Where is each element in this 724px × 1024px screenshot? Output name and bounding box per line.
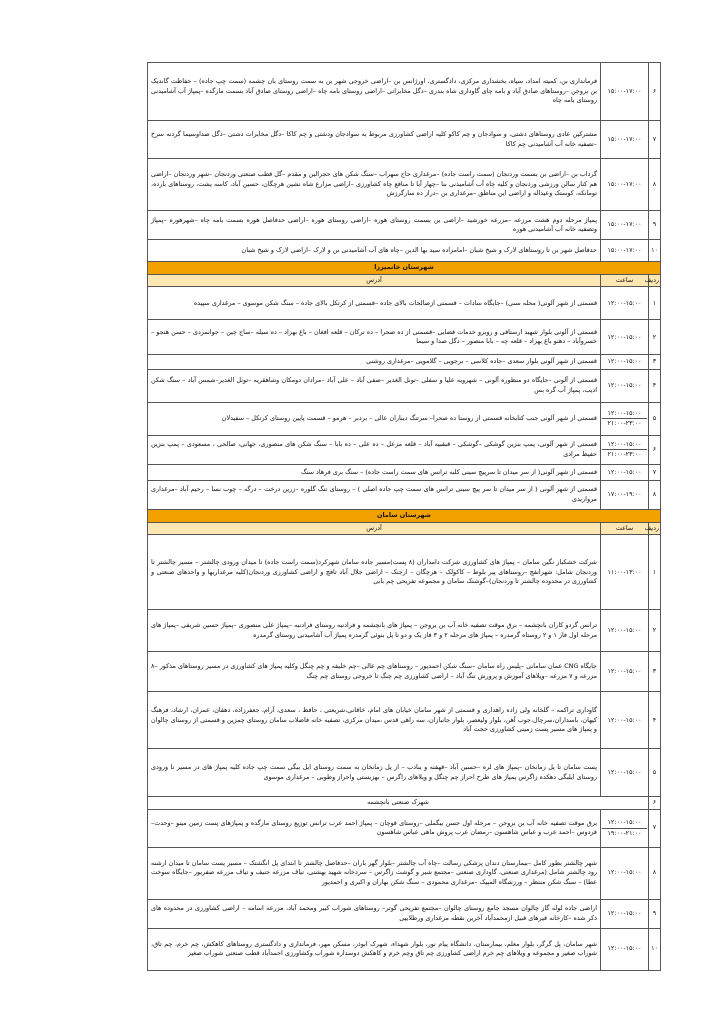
address-cell: شهر سامان، پل گرگر، بلوار معلم، بیمارستان، دانشگاه پیام نور، بلوار شهداء، شهرک ابوذر، مسکن مهر، فرمانداری و دادگستری روستاهای کاهکش، چم خرم، چم تاق، شوراب صغیر و مجموعه و ویلاهای چم خرم اراضی کشاورزی چم تاق وچم خرم و کاهکش دوسداره شوراب وکشاورزی احمدآباد قطب صنعتی شوراب صغیر — [148, 928, 601, 970]
time-cell — [601, 809, 649, 847]
row-number: ۶ — [649, 63, 661, 121]
time-cell: ۱۵:۰۰-۱۷:۰۰ — [601, 121, 649, 159]
section-title: شهرستان سامان — [148, 509, 661, 522]
header-time: ساعت — [601, 522, 649, 534]
table-row — [148, 63, 661, 121]
row-number: ۷ — [649, 464, 661, 480]
table-row — [148, 847, 661, 899]
row-number: ۸ — [649, 480, 661, 509]
section-saman — [148, 509, 661, 522]
table-row — [148, 480, 661, 509]
time-range: ۱۲:۰۰-۱۵:۰۰ — [607, 439, 642, 448]
address-cell: پست سامان تا پل زمانخان –پمپاژ های لره –حسین آباد –قهفنه و بنادب – از پل زمانخان به سمت روستای ابل بیگی سمت چپ جاده کلیه پمپاژ های در مسیر تا ورودی روستای ایلبگی دهکده زاگرس پمپاژ های طرح احراز چم چنگل و ویلاهای زاگرس – بهزیستی واحراز وطوبی – مرغداری موسوی — [148, 749, 601, 797]
address-cell: قسمتی از شهر آلونی، پمپ بنزین گوشکی –گوشکی – قبقبیه آباد – قلعه مزعل – ده علی – ده بابا – سنگ شکن های منصوری، جهانی، صالحی ، مسعودی – پمپ بنزین حفیظ مرادی — [148, 435, 601, 464]
time-cell: ۱۲:۰۰-۱۵:۰۰ — [601, 749, 649, 797]
address-cell: قسمتی از شهر آلونی جنب کتابخانه قسمتی از روستا ده صحرا– سرتنگ دیناران عالی – بردبر – هرمو – قسمت پایین روستای کرتکل – سفیدلان — [148, 402, 601, 435]
table-row — [148, 355, 661, 369]
subsection-row — [148, 797, 661, 809]
table-row — [148, 435, 661, 464]
address-cell: قسمتی از شهر آلونی( از سر میدان تا سرپیچ سینی کلبه ترانس های سمت راست جاده) – سنگ بری فرهاد سنگ — [148, 464, 601, 480]
time-range: ۱۲:۰۰-۱۵:۰۰ — [607, 408, 642, 417]
row-number: ۴ — [649, 369, 661, 402]
table-row — [148, 121, 661, 159]
header-row — [148, 522, 661, 534]
table-row — [148, 402, 661, 435]
table-row — [148, 211, 661, 240]
table-row — [148, 320, 661, 355]
address-cell: قسمتی از آلونی –جایگاه دو منظوره آلونی – شهرویه علیا و سفلی –تونل الغدیر –صفی آباد – علی آباد –مرادان دومکان وشاهقریه –تونل الغدیر–شمس آباد – سنگ شکن ادیب، پمپاژ آب گره بس — [148, 369, 601, 402]
table-row — [148, 899, 661, 928]
time-cell: ۱۲:۰۰-۱۵:۰۰ — [601, 847, 649, 899]
table-row — [148, 652, 661, 692]
header-row-number: ردیف — [649, 522, 661, 534]
header-address: آدرس — [148, 522, 601, 534]
row-number: ۱ — [649, 535, 661, 610]
time-cell: ۱۵:۰۰-۱۷:۰۰ — [601, 63, 649, 121]
row-number: ۲ — [649, 320, 661, 355]
row-number: ۱۰ — [649, 928, 661, 970]
row-number: ۶ — [649, 797, 661, 809]
time-cell: ۱۲:۰۰-۱۵:۰۰ — [601, 610, 649, 652]
time-cell: ۱۲:۰۰-۱۵:۰۰ — [601, 652, 649, 692]
table-row — [148, 159, 661, 211]
address-cell: شهر چالشتر بطور کامل –بیمارستان دندان پزشکی رسالت –چاه آب چالشتر –بلوار گهر باران –حدفاصل چالشتر تا ابتدای پل انگشتک – مسیر پست سامان تا میدان ارشنه رود چالشتر شامل (مرغداری صنعتی، گاوداری صنعتی –مجتمع شیر و گوشت زاگرس – سردخانه شهید بهشتی، تیاف مزرعه حنیف و تیاف مزرعه صفریور –جایگاه سوخت عطا) – سنگ شکن منتظر – ورزشگاه المپیک –مرغداری محمودی – سنگ شکن بهاران و اکبری و احمدپور — [148, 847, 601, 899]
subsection-title: شهرک صنعتی بانچشمه — [148, 797, 649, 809]
row-number: ۴ — [649, 692, 661, 749]
time-cell: ۱۵:۰۰-۱۷:۰۰ — [601, 211, 649, 240]
row-number: ۸ — [649, 847, 661, 899]
address-cell: اراضی جاده لوله گاز چالوان مسجد جامع روستای چالوان –مجتمع تفریحی گوتر– روستاهای شوراب کبیر ومحمد آباد، مزرعه اسامه – اراضی کشاورزی در محدوده های ذکر شده –کارخانه قیرهای قبیل ازمحمدآباد آخرین نقطه مرغداری ورطلاییی — [148, 899, 601, 928]
row-number: ۱ — [649, 287, 661, 320]
address-cell: حدفاصل شهر بن تا روستاهای لارک و شیخ شبان –امامزاده سید بها الدین –چاه های آب آشامیدنی بن و لارک –اراضی لارک و شیخ شبان — [148, 240, 601, 262]
time-cell: ۱۲:۰۰-۱۵:۰۰ — [601, 320, 649, 355]
table-row — [148, 928, 661, 970]
table-row — [148, 369, 661, 402]
row-number: ۵ — [649, 749, 661, 797]
time-cell: ۱۲:۰۰-۱۵:۰۰ — [601, 355, 649, 369]
time-cell: ۱۲:۰۰-۱۵:۰۰ — [601, 899, 649, 928]
row-number: ۹ — [649, 211, 661, 240]
time-range: ۲۱:۰۰-۲۳:۰۰ — [602, 449, 647, 459]
row-number: ۳ — [649, 355, 661, 369]
table-row — [148, 464, 661, 480]
time-split — [602, 440, 647, 460]
address-cell: گرداب بن –اراضی بن بسمت وردنجان (سمت راست جاده) –مرغداری حاج سهراب –سنگ شکن های حجرالبن و مقدم –گل قطب صنعتی وردنجان –شهر وردنجان –اراضی هم کنار سالن ورزشی وردنجان و کلیه چاه آب آشامیدنی بنا –چهار آبا تا منافع چاه کشاورزی –اراضی مزارع شاه نشین هرچگان، حسین آباد، کاسه پشت، روستاهای بارده، تومانکه، کوستک وعیداله و اراضی این مناطق –مرغداری بن –دراز ده سارگرزش — [148, 159, 601, 211]
address-cell: ترانس گردو کاران بانچشمه – برق موقت تصفیه خانه آب بن بروجن – پمپاژ های بانچشمه و فرادنبه روستای فرادنبه –پمپاژ علی منصوری –پمپاژ حسین شریفی –پمپاژ های مرحله اول فاز ۱ و ۲ روستاه گرمدره – پمپاژ های مرحله ۲ و ۳ فاز یک و دو تا پل بنوئی گرمدره پمپاژ آب آشامیدنی روستای گرمدره — [148, 610, 601, 652]
time-cell — [601, 402, 649, 435]
address-cell: فرمانداری بن، کمیته امداد، سپاه، بخشداری مرکزی، دادگستری، اورژانس بن –اراضی خروجی شهر بن به سمت روستای بان چشمه (سمت چپ جاده) – حفاظت گاندیک بن بروجن –روستاهای صادق آباد و بامه چای گاوداری شاه بندری –دگل مخابراتی –اراضی روستای بامه چاه –اراضی روستای صادق آباد بسمت مارگده –پمپاژ آب آشامیدنی روستای بامه چاه — [148, 63, 601, 121]
address-cell: برق موقت تصفیه خانه آب بن بروجن – مرحله اول حسن بیگملی –روستای قوچان – پمپاژ احمد عرب ترانس توزیع روستای مارگده و پمپاژهای پست زمین مینو –وحدت– فردوس –احمد عرب و عباس شاهسون –رمضان عرب پروش ماهی عباس شاهسون — [148, 809, 601, 847]
time-cell: ۱۷:۰۰-۱۹:۰۰ — [601, 480, 649, 509]
time-split — [602, 409, 647, 429]
table-row — [148, 287, 661, 320]
section-khanmirza — [148, 262, 661, 275]
time-range: ۲۱:۰۰-۲۳:۰۰ — [602, 418, 647, 428]
header-row — [148, 275, 661, 287]
time-cell: ۱۲:۰۰-۱۵:۰۰ — [601, 369, 649, 402]
row-number: ۲ — [649, 610, 661, 652]
section-title: شهرستان خانمیرزا — [148, 262, 661, 275]
row-number: ۹ — [649, 899, 661, 928]
address-cell: قسمتی از شهر آلونی( محله سنی) –جایگاه سادات – قسمتی ازصالحات بالای جاده –قسمتی از کرتکل بالای جاده – سنگ شکن موسوی – مرغداری سپیده — [148, 287, 601, 320]
time-cell: ۱۵:۰۰-۱۷:۰۰ — [601, 240, 649, 262]
address-cell: گاوداری تراکمه – گلخانه ولی زاده راهداری و قسمتی از شهر سامان خیابان های امام، خاقانی،شریعتی ، حافظ ، سعدی، آرام، جعفرزاده، دهقان، عمران، ارشاد، فرهنگ کیهان، باسداران،سرچال،جوب آهن، بلوار ولیعصر، بلوار جانبازان، سه راهی قدس ،میدان مرکزی، تصفیه خانه فاضلاب سامان روستای چمزین و قسمتی از روستای چالوان و پمپاژ های مسیر پست زمینی کشاورزی حجت آباد — [148, 692, 601, 749]
row-number: ۱۰ — [649, 240, 661, 262]
time-cell: ۱۲:۰۰-۱۵:۰۰ — [601, 287, 649, 320]
time-cell: ۱۲:۰۰-۱۵:۰۰ — [601, 928, 649, 970]
table-row — [148, 809, 661, 847]
table-row — [148, 610, 661, 652]
time-cell: ۱۱:۰۰-۱۳:۰۰ — [601, 535, 649, 610]
address-cell: پمپاژ مرحله دوم هشت مرزعه –مزرعه خورشید –اراضی بن بسمت روستای هوره –اراضی روستای هوره –اراضی حدفاصل هوره بسمت بامه چاه –شهرهوره –پمپاژ وتصفیه خانه آب آشامیدنی هوره — [148, 211, 601, 240]
address-cell: قسمتی از آلونی بلوار شهید ارستاقی و روبرو خدمات قضایی –قسمتی از ده صحرا – ده ترکان – قلعه افغان – باغ بهزاد – ده سیله –ساج چین – جوانمردی – حسن هنجو –خسروآباد – دهنو باغ بهزاد – قلعه چه – بابا منصور – دگل صدا و سیما — [148, 320, 601, 355]
row-number: ۸ — [649, 159, 661, 211]
time-range: ۱۹:۰۰-۲۱:۰۰ — [602, 828, 647, 838]
header-row-number: ردیف — [649, 275, 661, 287]
time-range: ۱۲:۰۰-۱۵:۰۰ — [607, 818, 642, 827]
time-cell: ۱۲:۰۰-۱۵:۰۰ — [601, 692, 649, 749]
row-number: ۵ — [649, 402, 661, 435]
row-number: ۳ — [649, 652, 661, 692]
time-cell: ۱۲:۰۰-۱۵:۰۰ — [601, 464, 649, 480]
header-address: آدرس — [148, 275, 601, 287]
table-row — [148, 692, 661, 749]
table-row — [148, 749, 661, 797]
address-cell: جایگاه CNG عمان سامانی –پلیس راه سامان –سنگ شکن احمدپور – روستاهای چم عالی –چم خلیفه و چم چنگل وکلیه پمپاژ های کشاورزی در مسیر روستاهای مذکور –۸ مزرعه و ۷ مزرعه –ویلاهای آموزش و پرورش تنگ آباد – اراضی کشاورزی چم چنگ تا خروجی روستای چم چنگ — [148, 652, 601, 692]
table-row — [148, 535, 661, 610]
row-number: ۷ — [649, 121, 661, 159]
table-row — [148, 240, 661, 262]
address-cell: شرکت خشکبار نگین سامان – پمپاژ های کشاورزی شرکت دامداران (۸ پست)مسیر جاده سامان شهرکرد(سمت راست جاده) تا میدان ورودی چالشتر – مسیر چالشتر تا وردنجان شامل: شهرانقچ –روستاهای پیر بلوط – کاکولک – هرچگان – ارجنک – اراضی جلال آباد تافچ و اراضی کشاورزی وردنجان(کلیه مرغداریها و واحدهای صنعتی و کشاورزی در محدوده چالشتر تا وردنجان)–گوشتک سامان و مجموعه تفریحی چم بابی — [148, 535, 601, 610]
row-number: ۶ — [649, 435, 661, 464]
address-cell: مشترکین عادی روستاهای دشتی، و سوادجان و چم کاکو کلیه اراضی کشاورزی مربوط به سوادجان ودشتی و چم کاکا –دگل مخابرات دشتی –دگل صداوسیما گردنه سرخ –تصفیه خانه آب آشامیدنی چم کاکا — [148, 121, 601, 159]
blackout-schedule-table — [147, 62, 661, 971]
row-number: ۷ — [649, 809, 661, 847]
header-time: ساعت — [601, 275, 649, 287]
address-cell: قسمتی از شهر آلونی بلوار سعدی –جاده کلاسی – برجویی – گلامویی –مرغداری روشنی — [148, 355, 601, 369]
address-cell: قسمتی از شهر آلونی ( از سر میدان تا سر پیچ سینی ترانس های سمت چپ جاده اصلی ) – روستای تنگ گلوره –زرین درخت – درگه – چوب نسا – رحیم آباد –مرغداری مرواریدی — [148, 480, 601, 509]
time-cell: ۱۵:۰۰-۱۷:۰۰ — [601, 159, 649, 211]
time-cell — [601, 435, 649, 464]
time-split — [602, 818, 647, 838]
